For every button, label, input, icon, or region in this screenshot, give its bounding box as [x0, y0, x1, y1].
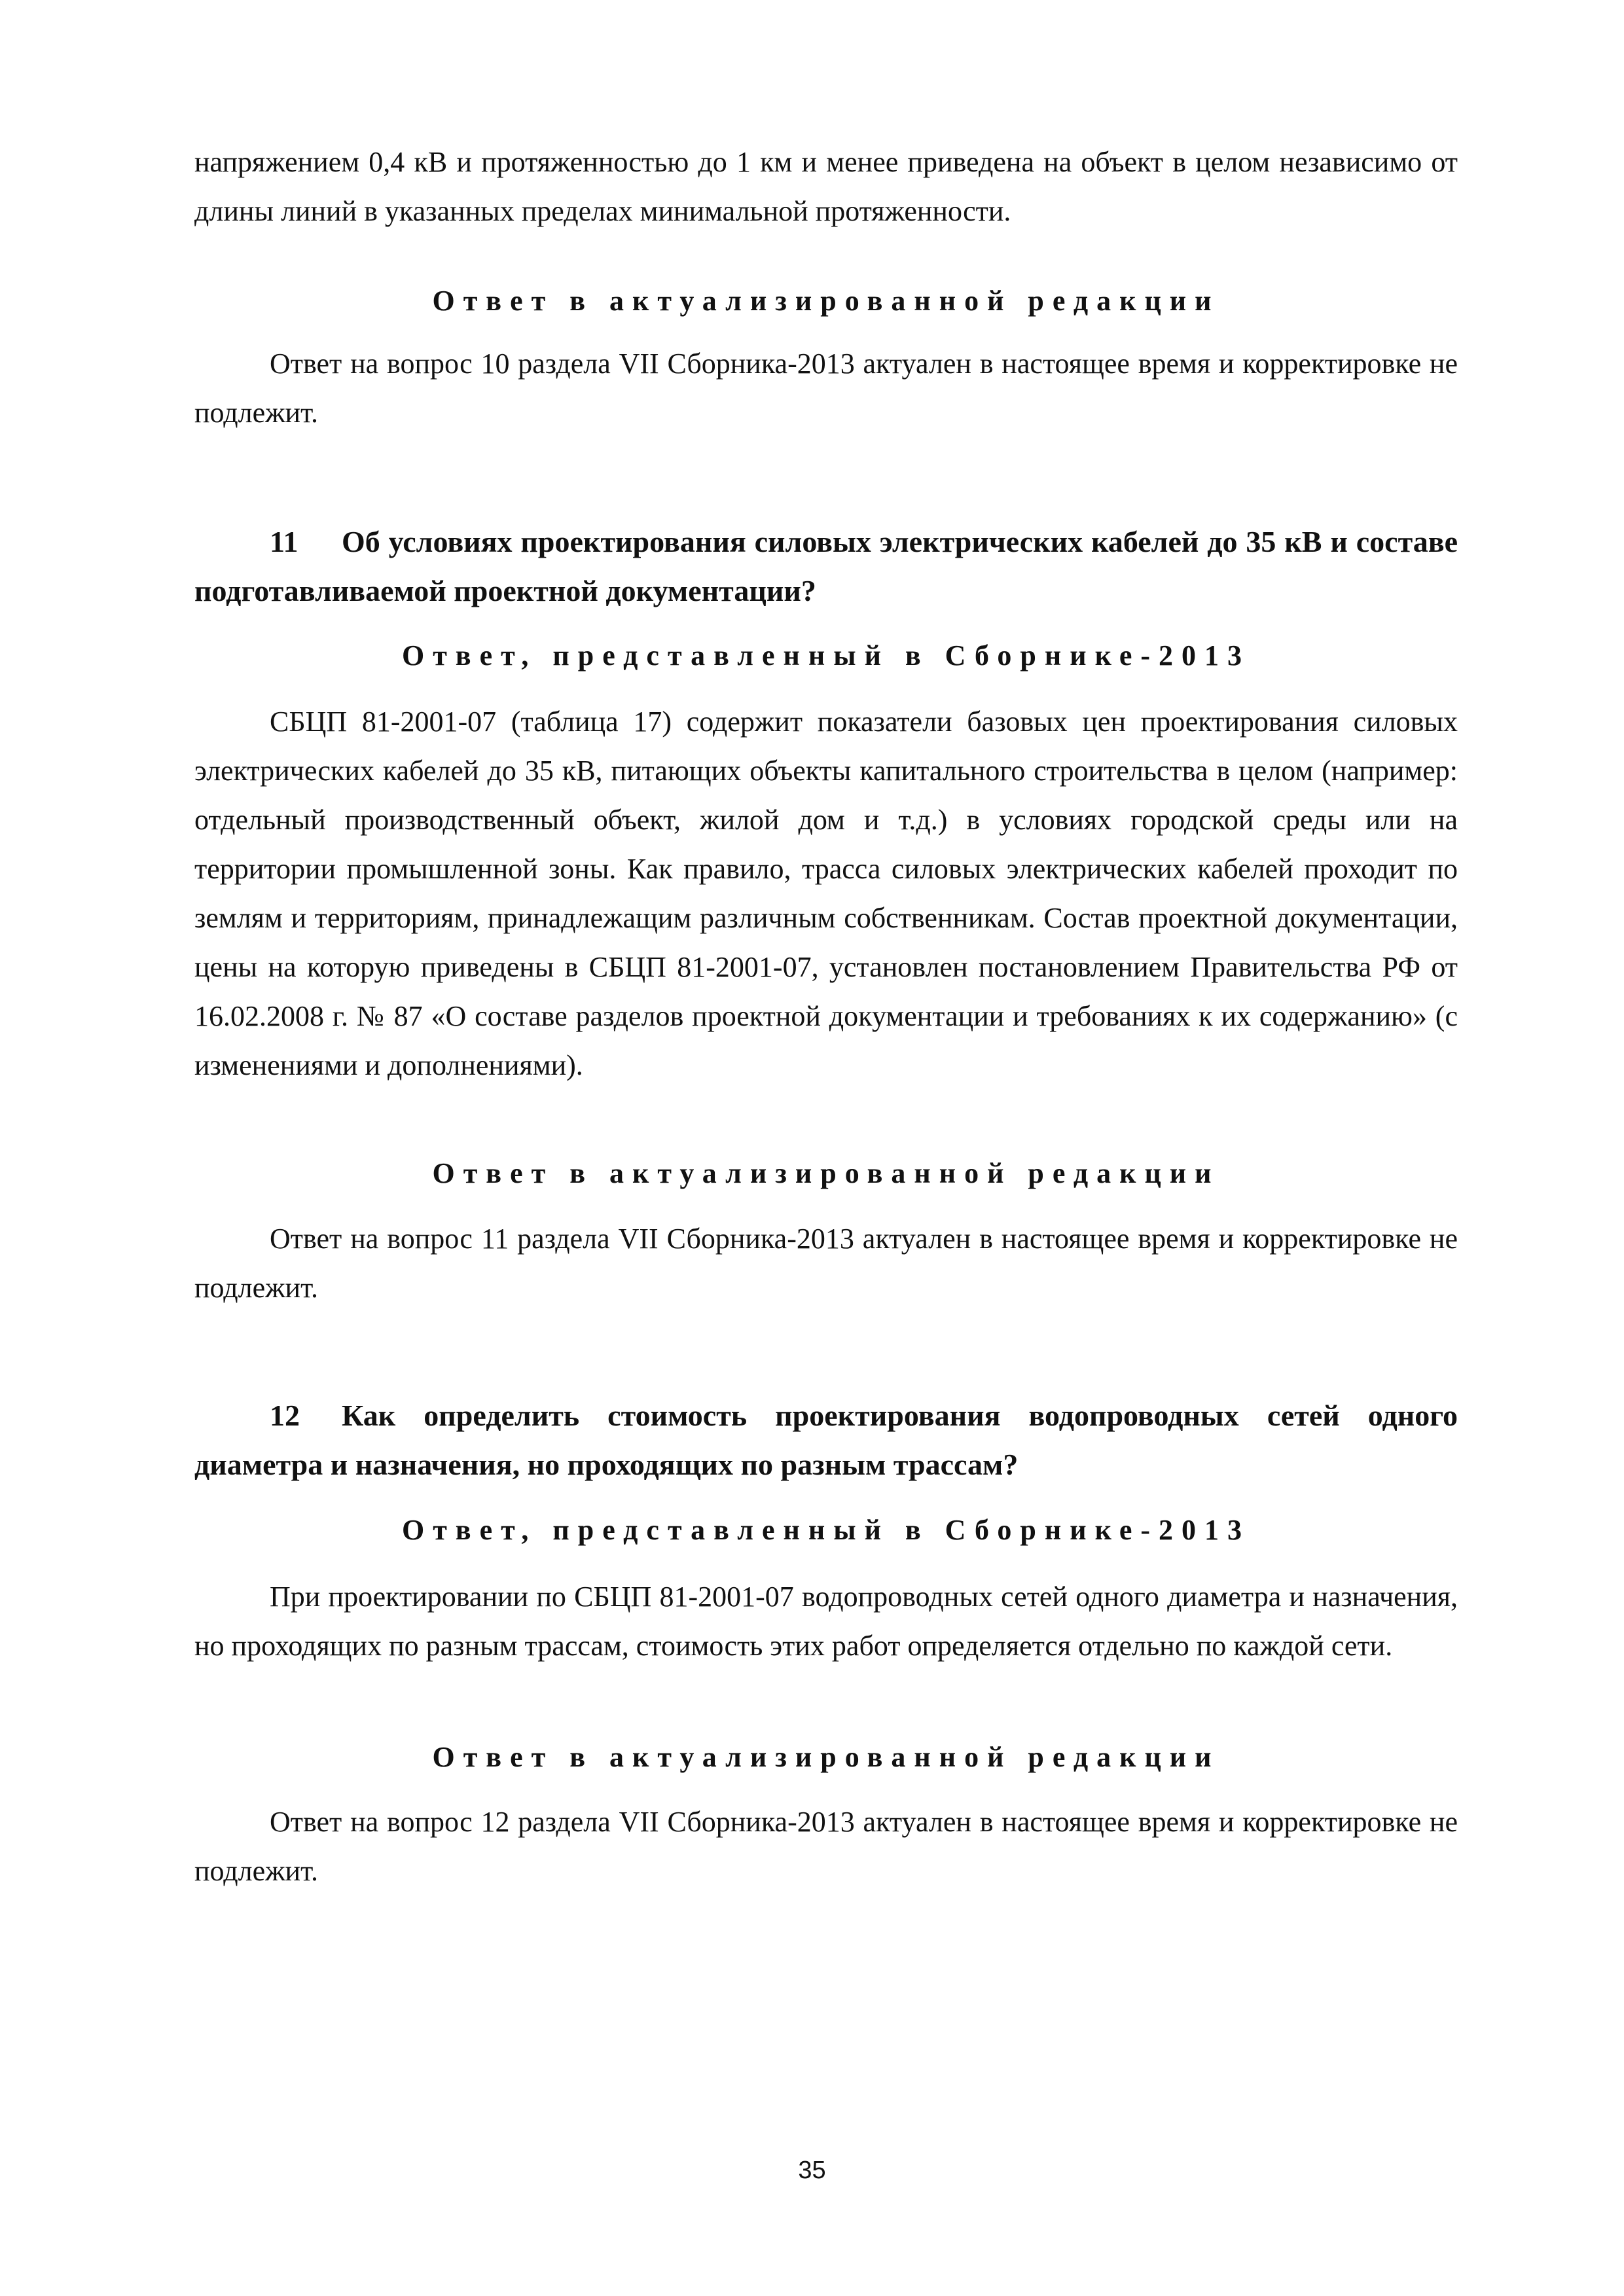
section11-updated-text: Ответ на вопрос 11 раздела VII Сборника-2013 актуален в настоящее время и корректировке не подлежит.: [194, 1223, 1458, 1304]
page-number: 35: [798, 2157, 826, 2184]
section11-question-text: Об условиях проектирования силовых электрических кабелей до 35 кВ и составе подготавливаемой проектной документации?: [194, 525, 1458, 607]
section11-updated-heading: Ответ в актуализированной редакции: [432, 1157, 1220, 1189]
section10-updated-heading: Ответ в актуализированной редакции: [432, 285, 1220, 317]
section12-answer-text: При проектировании по СБЦП 81-2001-07 водопроводных сетей одного диаметра и назначения, но проходящих по разным трассам, стоимость этих работ определяется отдельно по каждой сети.: [194, 1581, 1458, 1662]
section12-number: 12: [270, 1399, 300, 1432]
section12-updated-text: Ответ на вопрос 12 раздела VII Сборника-2013 актуален в настоящее время и корректировке не подлежит.: [194, 1806, 1458, 1887]
section12-answer-heading: Ответ, представленный в Сборнике-2013: [401, 1514, 1251, 1546]
section12-question-text: Как определить стоимость проектирования водопроводных сетей одного диаметра и назначения, но проходящих по разным трассам?: [194, 1399, 1458, 1481]
intro-paragraph: напряжением 0,4 кВ и протяженностью до 1 км и менее приведена на объект в целом независимо от длины линий в указанных пределах минимальной протяженности.: [194, 146, 1458, 227]
section11-number: 11: [270, 525, 298, 558]
section12-question: [194, 1391, 1458, 1489]
section11-answer-text: СБЦП 81-2001-07 (таблица 17) содержит показатели базовых цен проектирования силовых электрических кабелей до 35 кВ, питающих объекты капитального строительства в целом (например: отдельный производственный объект, жилой дом и т.д.) в условиях городской среды или на территории промышленной зоны. Как правило, трасса силовых электрических кабелей проходит по землям и территориям, принадлежащим различным собственникам. Состав проектной документации, цены на которую приведены в СБЦП 81-2001-07, установлен постановлением Правительства РФ от 16.02.2008 г. № 87 «О составе разделов проектной документации и требованиях к их содержанию» (с изменениями и дополнениями).: [194, 706, 1458, 1081]
section11-question: [194, 517, 1458, 615]
section11-answer-heading: Ответ, представленный в Сборнике-2013: [401, 639, 1251, 672]
section12-updated-heading: Ответ в актуализированной редакции: [432, 1741, 1220, 1773]
section10-updated-text: Ответ на вопрос 10 раздела VII Сборника-2013 актуален в настоящее время и корректировке не подлежит.: [194, 348, 1458, 429]
